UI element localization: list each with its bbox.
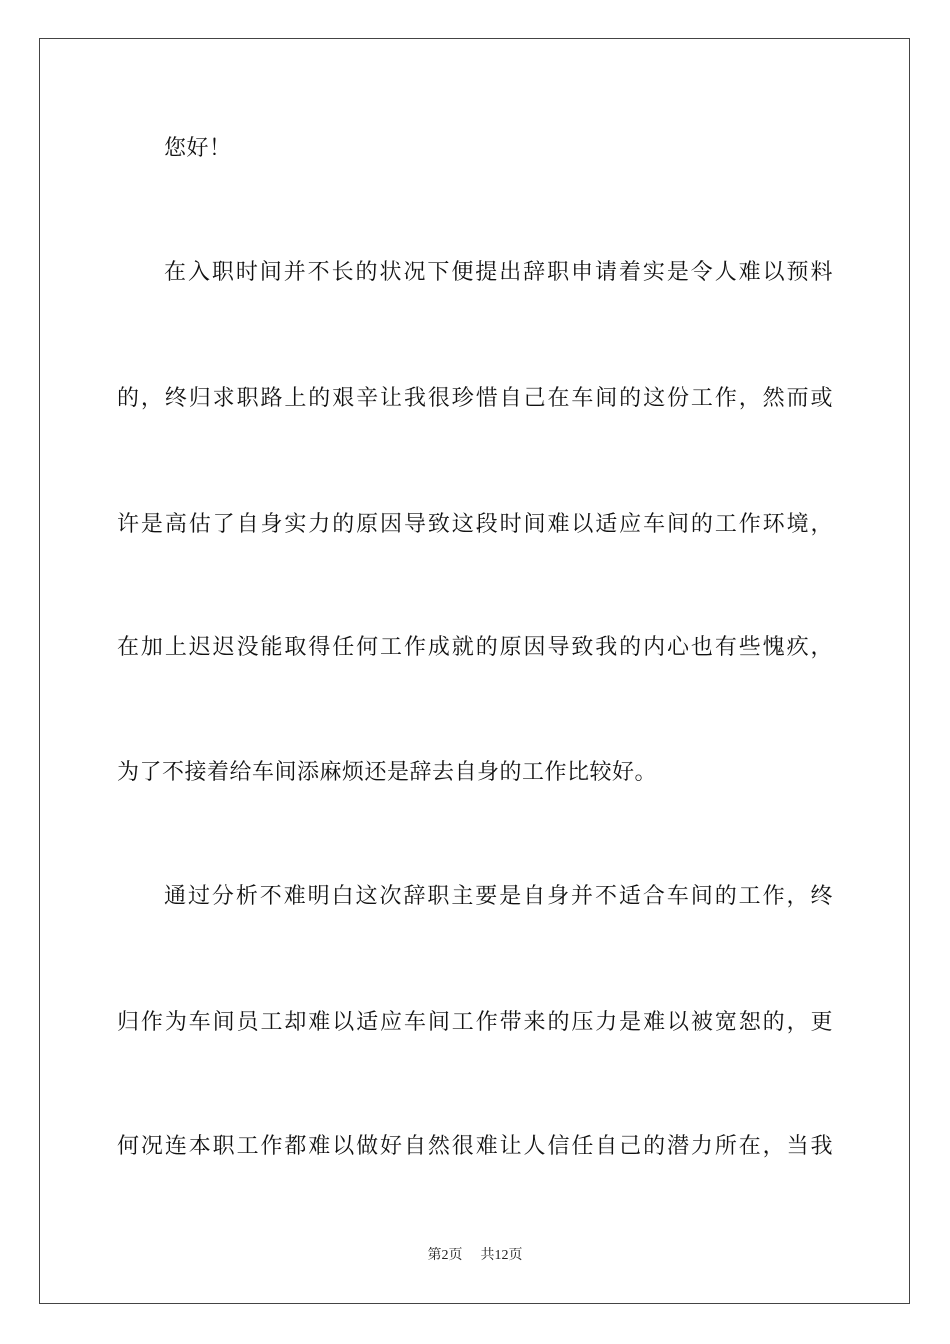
paragraph-1-line-4: 在加上迟迟没能取得任何工作成就的原因导致我的内心也有些愧疚， (117, 635, 833, 660)
page-number: 第2页 (427, 1248, 463, 1263)
paragraph-2-line-1: 通过分析不难明白这次辞职主要是自身并不适合车间的工作，终 (164, 884, 833, 909)
paragraph-1-line-1: 在入职时间并不长的状况下便提出辞职申请着实是令人难以预料 (164, 260, 833, 285)
paragraph-2-line-3: 何况连本职工作都难以做好自然很难让人信任自己的潜力所在，当我 (117, 1134, 833, 1159)
page-footer (0, 1246, 950, 1266)
paragraph-2-line-2: 归作为车间员工却难以适应车间工作带来的压力是难以被宽恕的，更 (117, 1010, 833, 1035)
total-pages: 共12页 (480, 1248, 523, 1263)
paragraph-1-line-3: 许是高估了自身实力的原因导致这段时间难以适应车间的工作环境， (117, 512, 833, 537)
paragraph-1-line-2: 的，终归求职路上的艰辛让我很珍惜自己在车间的这份工作，然而或 (117, 386, 833, 411)
paragraph-1-line-5: 为了不接着给车间添麻烦还是辞去自身的工作比较好。 (117, 760, 658, 785)
greeting: 您好！ (164, 136, 232, 161)
page-border (39, 38, 910, 1304)
